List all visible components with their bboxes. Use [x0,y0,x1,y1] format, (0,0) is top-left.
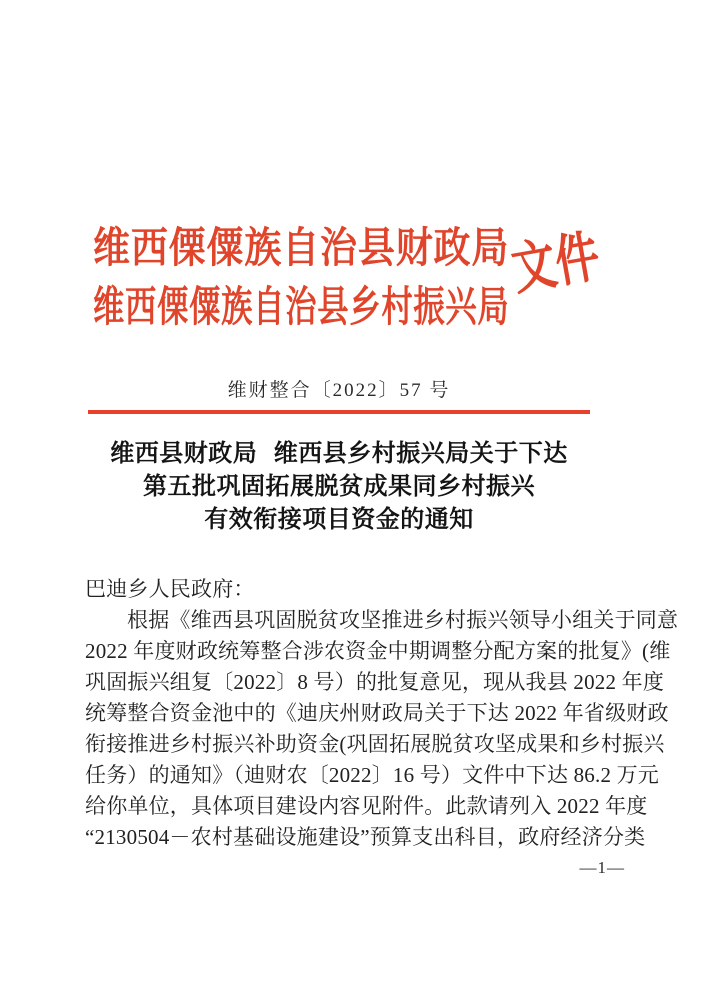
body-paragraph [85,574,679,853]
page-number: —1— [579,858,625,877]
agency-name-line2-text: 维西傈僳族自治县乡村振兴局 [93,285,510,331]
title-line-2: 第五批巩固拓展脱贫成果同乡村振兴 [143,474,535,500]
doc-number: 维财整合〔2022〕57 号 [227,380,451,401]
agency-name-line1-text: 维西傈僳族自治县财政局 [93,226,510,272]
title-line-3: 有效衔接项目资金的通知 [204,507,474,533]
body-line: 给你单位，具体项目建设内容见附件。此款请列入 2022 年度 [85,794,648,818]
body-line: 任务）的通知》（迪财农〔2022〕16 号）文件中下达 86.2 万元 [85,763,659,787]
body-lines-container [85,605,679,853]
body-line: 统筹整合资金池中的《迪庆州财政局关于下达 2022 年省级财政 [85,701,669,725]
body-line: 衔接推进乡村振兴补助资金(巩固拓展脱贫攻坚成果和乡村振兴 [85,732,665,756]
body-line: 巩固振兴组复〔2022〕8 号）的批复意见，现从我县 2022 年度 [85,670,665,694]
body-line: 根据《维西县巩固脱贫攻坚推进乡村振兴领导小组关于同意 [127,608,679,632]
body-line: “2130504－农村基础设施建设”预算支出科目，政府经济分类 [85,825,646,849]
title-line-1: 维西县财政局 维西县乡村振兴局关于下达 [110,441,568,467]
body-line: 2022 年度财政统筹整合涉农资金中期调整分配方案的批复》(维 [85,639,671,663]
salutation: 巴迪乡人民政府： [85,577,255,601]
doc-type-label: 文件 [507,225,605,303]
document-title [88,438,590,537]
red-divider [88,410,590,414]
